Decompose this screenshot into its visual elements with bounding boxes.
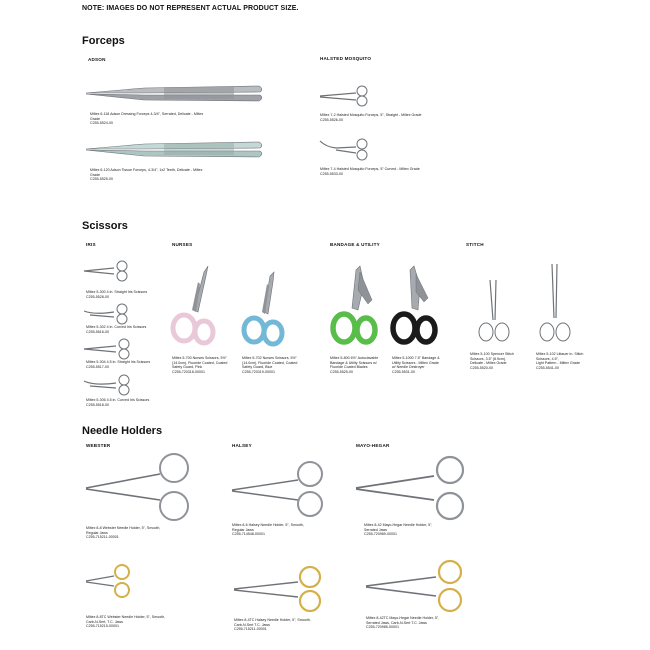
group-label-stitch: STITCH bbox=[466, 242, 484, 247]
caption-line: Miltex 8-8 Webster Needle Holder, 5", Smooth, bbox=[86, 526, 161, 530]
caption-line: Scissors, 3.5" (8.9cm), bbox=[470, 356, 507, 361]
caption-line: C255-715211-00001 bbox=[234, 627, 267, 632]
caption-line: Scissors, 4.5", bbox=[536, 356, 559, 361]
caption-adson-1 bbox=[90, 112, 210, 126]
caption-line: Miltex 8-6 Halsey Needle Holder, 5", Smooth, bbox=[232, 523, 304, 527]
nurses-scissors-pink-icon bbox=[170, 262, 220, 352]
caption-line: Miltex 5-300 4 in. Straight Iris Scissors bbox=[86, 290, 148, 294]
caption-line: (14.0cm), Fluoride Coated, Coated bbox=[172, 360, 228, 365]
iris-scissors-curved-icon bbox=[84, 304, 134, 324]
caption-halsted-2 bbox=[320, 167, 440, 176]
caption-line: Miltex 8-42TC Mayo-Hegar Needle Holder, 5", bbox=[366, 616, 440, 620]
caption-line: Safety Guard, Pink bbox=[172, 365, 203, 370]
caption-line: C255-720319-00001 bbox=[242, 369, 275, 374]
group-label-iris: IRIS bbox=[86, 242, 96, 247]
group-label-webster: WEBSTER bbox=[86, 443, 111, 448]
caption-line: Miltex 8-8TC Webster Needle Holder, 5", Smooth, bbox=[86, 615, 166, 619]
caption-line: C255-715215-00001 bbox=[86, 624, 119, 629]
caption-line: C255-5518-00 bbox=[86, 402, 109, 407]
caption-webster-1 bbox=[86, 526, 206, 540]
caption-line: Fluoride Coated Blades bbox=[330, 365, 368, 370]
halsted-curved-hemostat-icon bbox=[320, 135, 374, 161]
caption-line: C255-5528-00 bbox=[86, 294, 109, 299]
section-title-needle-holders: Needle Holders bbox=[82, 425, 163, 437]
group-label-halsted: HALSTED MOSQUITO bbox=[320, 56, 372, 61]
section-title-forceps: Forceps bbox=[82, 35, 125, 47]
halsey-tc-needle-holder-icon bbox=[232, 566, 330, 612]
nurses-scissors-blue-icon bbox=[240, 270, 290, 352]
group-label-nurses: NURSES bbox=[172, 242, 193, 247]
littauer-stitch-scissors-icon bbox=[535, 262, 575, 348]
caption-line: C255-720985-00001 bbox=[366, 625, 399, 630]
bandage-scissors-green-icon bbox=[328, 264, 378, 354]
caption-line: Miltex 5-306 4.5 in. Curved Iris Scissors bbox=[86, 398, 150, 402]
webster-tc-needle-holder-icon bbox=[84, 564, 134, 598]
group-label-halsey: HALSEY bbox=[232, 443, 252, 448]
bandage-scissors-black-icon bbox=[388, 264, 440, 354]
caption-line: Carb-N-Sert T.C. Jaws bbox=[234, 622, 270, 627]
caption-line: C255-5517-00 bbox=[86, 364, 109, 369]
group-label-bandage: BANDAGE & UTILITY bbox=[330, 242, 380, 247]
caption-line: Miltex 5-702 Nurses Scissors, 5½" bbox=[242, 356, 297, 360]
caption-line: Miltex 5-102 Littauer in. Stitch bbox=[536, 352, 584, 356]
caption-line: C255-720989-00001 bbox=[364, 532, 397, 537]
group-label-adson: ADSON bbox=[88, 57, 106, 62]
caption-line: C255-5526-00 bbox=[320, 117, 343, 122]
caption-line: C255-5531-00 bbox=[392, 369, 415, 374]
caption-line: Miltex 5-302 4 in. Curved Iris Scissors bbox=[86, 325, 147, 329]
caption-line: w/ Needle Destroyer bbox=[392, 365, 425, 370]
caption-line: Miltex 5-304 4.5 in. Straight Iris Scissors bbox=[86, 360, 151, 364]
spencer-stitch-scissors-icon bbox=[474, 278, 514, 348]
caption-line: Miltex 5-700 Nurses Scissors, 5½" bbox=[172, 356, 227, 360]
caption-line: Serrated Jaws, Carb-N-Sert T.C. Jaws bbox=[366, 620, 427, 625]
caption-line: Bandage & Utility Scissors w/ bbox=[330, 360, 377, 365]
page-note: NOTE: IMAGES DO NOT REPRESENT ACTUAL PRODUCT SIZE. bbox=[82, 5, 299, 12]
caption-line: C255-715211-00001 bbox=[86, 535, 119, 540]
caption-line: C255-5525-00 bbox=[330, 369, 353, 374]
caption-line: Miltex 5-1000 7.5" Bandage & bbox=[392, 356, 440, 360]
mayo-hegar-needle-holder-icon bbox=[354, 456, 469, 520]
caption-mayo-1 bbox=[364, 523, 484, 537]
caption-line: Miltex 5-100 Spencer Stitch bbox=[470, 352, 514, 356]
caption-halsted-1 bbox=[320, 113, 440, 122]
caption-line: Regular Jaws bbox=[86, 530, 108, 535]
caption-line: (14.0cm), Fluoride Coated, Coated bbox=[242, 360, 298, 365]
caption-webster-2 bbox=[86, 615, 206, 629]
caption-line: Carb-N-Sert, T.C. Jaws bbox=[86, 619, 123, 624]
iris-scissors-straight-icon bbox=[84, 339, 136, 359]
caption-halsey-2 bbox=[234, 618, 354, 632]
caption-line: Light Pattern - Miltex Grade bbox=[536, 361, 580, 366]
caption-line: Miltex 6-120 Adson Tissue Forceps, 4-3/4", 1x2 Teeth, Delicate - Miltex Grade bbox=[90, 168, 203, 177]
caption-line: Miltex 6-118 Adson Dressing Forceps 4-3/4", Serrated, Delicate - Miltex Grade bbox=[90, 112, 204, 121]
caption-line: Safety Guard, Blue bbox=[242, 365, 273, 370]
iris-scissors-curved-icon bbox=[84, 374, 136, 396]
caption-line: Delicate - Miltex Grade bbox=[470, 361, 507, 366]
caption-line: C255-5541-00 bbox=[536, 365, 559, 370]
caption-halsey-1 bbox=[232, 523, 352, 537]
caption-line: C255-5520-00 bbox=[470, 365, 493, 370]
caption-line: C255-5516-00 bbox=[86, 329, 109, 334]
caption-stitch-2 bbox=[536, 352, 650, 370]
caption-line: Miltex 7-2 Halsted Mosquito Forceps, 5", Straight - Miltex Grade bbox=[320, 113, 422, 117]
webster-needle-holder-icon bbox=[84, 452, 196, 524]
caption-line: Miltex 8-4TC Halsey Needle Holder, 5", Smooth, bbox=[234, 618, 311, 622]
adson-dressing-forceps-icon bbox=[84, 82, 264, 104]
caption-line: Miltex 5-800 6½" Autoclavable bbox=[330, 356, 379, 360]
adson-tissue-forceps-icon bbox=[84, 138, 264, 160]
caption-line: C255-5525-00 bbox=[90, 177, 113, 182]
caption-line: Utility Scissors - Miltex Grade bbox=[392, 360, 439, 365]
caption-line: Miltex 7-4 Halsted Mosquito Forceps, 5" Curved - Miltex Grade bbox=[320, 167, 420, 171]
caption-line: Regular Jaws bbox=[232, 527, 254, 532]
caption-mayo-2 bbox=[366, 616, 486, 630]
halsted-straight-hemostat-icon bbox=[320, 86, 374, 106]
caption-line: C255-714548-00001 bbox=[232, 532, 265, 537]
caption-line: Miltex 8-42 Mayo-Hegar Needle Holder, 5", bbox=[364, 523, 433, 527]
group-label-mayo: MAYO-HEGAR bbox=[356, 443, 390, 448]
caption-adson-2 bbox=[90, 168, 210, 182]
caption-line: C255-720318-00001 bbox=[172, 369, 205, 374]
caption-line: C255-5533-00 bbox=[320, 171, 343, 176]
section-title-scissors: Scissors bbox=[82, 220, 128, 232]
caption-iris-4 bbox=[86, 398, 206, 407]
caption-line: Serrated Jaws bbox=[364, 527, 387, 532]
halsey-needle-holder-icon bbox=[230, 460, 330, 516]
caption-line: C255-5524-00 bbox=[90, 121, 113, 126]
iris-scissors-straight-icon bbox=[84, 261, 134, 281]
mayo-hegar-tc-needle-holder-icon bbox=[364, 560, 468, 612]
